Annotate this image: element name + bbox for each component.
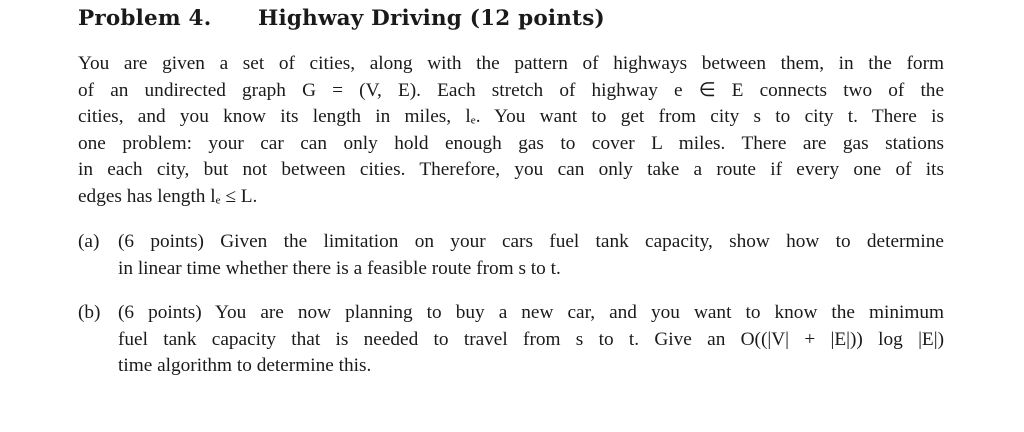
part-b-line: (6 points) You are now planning to buy a new car, and you want to know the minimum — [118, 302, 944, 323]
problem-heading — [78, 6, 605, 31]
statement-line: edges has length lₑ ≤ L. — [78, 185, 258, 207]
statement-line: one problem: your car can only hold enough gas to cover L miles. There are gas stations — [78, 132, 944, 154]
part-b-body — [118, 300, 944, 380]
part-a-label: (a) — [78, 231, 100, 252]
statement-line: cities, and you know its length in miles, lₑ. You want to get from city s to city t. There is — [78, 106, 944, 128]
problem-title: Highway Driving (12 points) — [258, 6, 605, 31]
problem-number: Problem 4. — [78, 6, 212, 31]
part-b-label: (b) — [78, 302, 101, 323]
statement-line: in each city, but not between cities. Therefore, you can only take a route if every one of its — [78, 159, 944, 181]
part-b-line: fuel tank capacity that is needed to travel from s to t. Give an O((|V| + |E|)) log |E|) — [118, 328, 944, 350]
problem-statement — [78, 51, 944, 211]
part-b-line: time algorithm to determine this. — [118, 355, 372, 377]
part-a-body — [118, 229, 944, 282]
part-a-line: in linear time whether there is a feasible route from s to t. — [118, 257, 561, 279]
statement-line: of an undirected graph G = (V, E). Each stretch of highway e ∈ E connects two of the — [78, 79, 944, 101]
part-a-line: (6 points) Given the limitation on your cars fuel tank capacity, show how to determine — [118, 231, 944, 252]
statement-line: You are given a set of cities, along with the pattern of highways between them, in the form — [78, 53, 944, 74]
